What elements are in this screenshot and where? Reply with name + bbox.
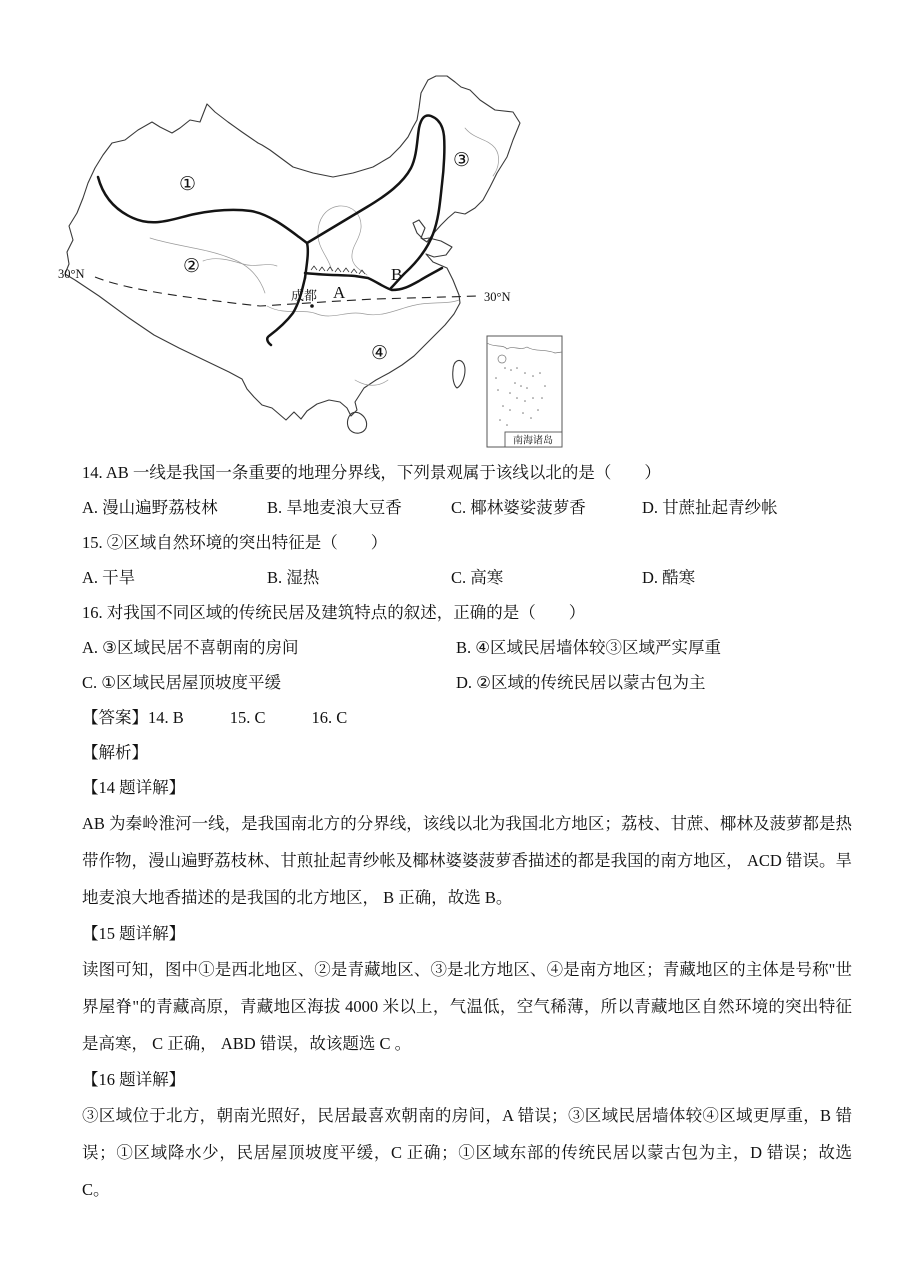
south-china-sea-inset [487,336,562,447]
exam-text-content [82,455,852,1208]
detail-15-heading: 【15 题详解】 [82,924,186,943]
q14-option-b: B. 旱地麦浪大豆香 [267,498,402,517]
q15-option-b: B. 湿热 [267,568,320,587]
boundary-northwest-tibet [98,177,307,243]
hainan-island [347,412,366,433]
latitude-30n-line [95,277,479,306]
q15-option-d: D. 酷寒 [642,568,696,587]
map-label-region-2: ② [183,255,201,277]
china-four-regions-map-figure [0,0,900,453]
plateau-border [150,238,265,293]
boundary-qinling-huaihe [305,268,442,290]
map-label-chengdu: 成都 [291,288,318,303]
map-label-region-4: ④ [371,342,389,364]
q14-option-c: C. 椰林婆娑菠萝香 [451,498,586,517]
detail-14-heading: 【14 题详解】 [82,778,186,797]
boundary-north-northeast [307,116,444,289]
region-boundaries [98,116,444,346]
answer-15: 15. C [229,708,266,727]
question-16-stem: 16. 对我国不同区域的传统民居及建筑特点的叙述，正确的是（ ） [82,603,586,622]
china-outline [65,76,520,433]
q15-option-a: A. 干旱 [82,568,136,587]
detail-16-heading: 【16 题详解】 [82,1070,186,1089]
chengdu-city-dot [310,304,314,308]
q16-option-c: C. ①区域民居屋顶坡度平缓 [82,673,282,692]
detail-16-body: ③区域位于北方，朝南光照好，民居最喜欢朝南的房间，A 错误；③区域民居墙体较④区域更厚重，B 错误；①区域降水少，民居屋顶坡度平缓，C 正确；①区域东部的传统民居以蒙古包为主，D 错误；故选 C。 [82,1106,852,1199]
question-15-options [82,560,852,595]
interior-rivers [150,128,499,385]
question-14-options [82,490,852,525]
map-label-region-1: ① [179,173,197,195]
question-16-options-row-1 [82,630,852,665]
mainland-outline [65,76,520,420]
q16-option-a: A. ③区域民居不喜朝南的房间 [82,638,299,657]
question-15-stem: 15. ②区域自然环境的突出特征是（ ） [82,533,388,552]
analysis-label: 【解析】 [82,743,148,762]
taiwan-island [453,360,465,388]
q14-option-d: D. 甘蔗扯起青纱帐 [642,498,778,517]
yellow-river [318,206,367,275]
answer-label: 【答案】 [82,708,148,727]
question-16-options-row-2 [82,665,852,700]
china-map-svg [55,68,575,453]
map-label-30n-left: 30°N [58,267,85,281]
answer-16: 16. C [311,708,348,727]
detail-14-body: AB 为秦岭淮河一线，是我国南北方的分界线，该线以北为我国北方地区；荔枝、甘蔗、椰林及菠萝都是热带作物，漫山遍野荔枝林、甘煎扯起青纱帐及椰林婆婆菠萝香描述的都是我国的南方地区， ACD 错误。旱地麦浪大地香描述的是我国的北方地区， B 正确，故选 B。 [82,814,852,907]
map-label-point-b: B [391,265,403,284]
inset-caption: 南海诸岛 [513,435,553,447]
map-label-30n-right: 30°N [484,290,511,304]
q15-option-c: C. 高寒 [451,568,504,587]
question-14-stem: 14. AB 一线是我国一条重要的地理分界线，下列景观属于该线以北的是（ ） [82,463,661,482]
q14-option-a: A. 漫山遍野荔枝林 [82,498,218,517]
answer-line [82,700,852,735]
answer-14: 14. B [148,708,184,727]
q16-option-d: D. ②区域的传统民居以蒙古包为主 [456,673,706,692]
q16-option-b: B. ④区域民居墙体较③区域严实厚重 [456,638,722,657]
map-label-point-a: A [333,283,346,302]
map-label-region-3: ③ [453,149,471,171]
detail-15-body: 读图可知，图中①是西北地区、②是青藏地区、③是北方地区、④是南方地区；青藏地区的主体是号称"世界屋脊"的青藏高原，青藏地区海拔 4000 米以上，气温低，空气稀薄，所以青藏地区自然环境的突出特征是高寒， C 正确， ABD 错误，故该题选 C 。 [82,960,852,1053]
